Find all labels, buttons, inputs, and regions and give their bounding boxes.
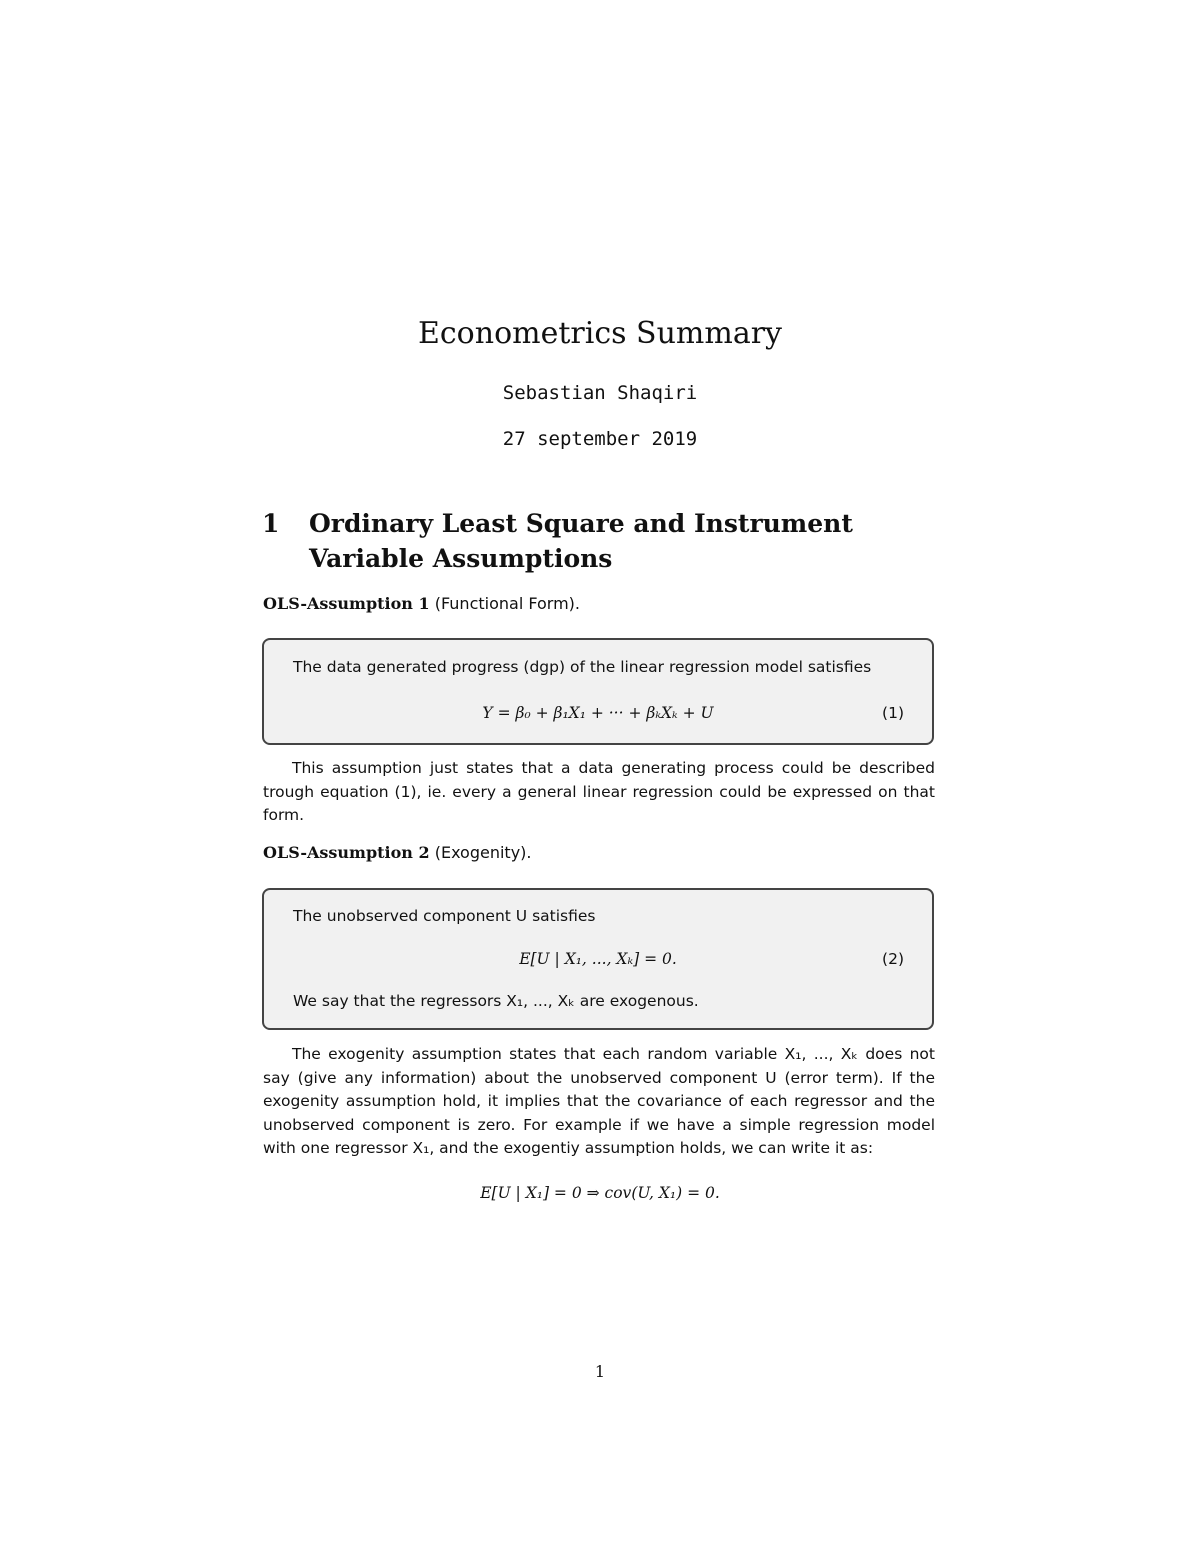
author-name: Sebastian Shaqiri [502,382,698,404]
assumption-1-heading [263,594,943,613]
document-date: 27 september 2019 [502,428,698,450]
assumption-1-paragraph-text: This assumption just states that a data generating process could be described trough equation (1), ie. every a general linear regression could be expressed on that form. [263,759,935,824]
document-title: Econometrics Summary [417,316,782,351]
assumption-1-box [262,638,934,745]
assumption-2-box-footer: We say that the regressors X₁, ..., Xₖ are exogenous. [293,992,699,1010]
section-title: Ordinary Least Square and Instrument Variable Assumptions [309,509,853,573]
page-number: 1 [594,1362,606,1381]
assumption-2-box-text: The unobserved component U satisfies [293,907,596,925]
assumption-2-heading [263,843,943,862]
assumption-2-paragraph [263,1043,935,1161]
section-number: 1 [262,509,280,538]
assumption-2-label: OLS-Assumption 2 [263,843,430,862]
assumption-1-box-text: The data generated progress (dgp) of the linear regression model satisfies [293,658,872,676]
assumption-2-box [262,888,934,1030]
equation-2-number: (2) [882,950,904,968]
final-equation: E[U | X₁] = 0 ⇒ cov(U, X₁) = 0. [480,1184,720,1202]
assumption-2-paragraph-text: The exogenity assumption states that each random variable X₁, ..., Xₖ does not say (give any information) about the unobserved component U (error term). If the exogenity assumption hold, it implies that the covariance of each regressor and the unobserved component is zero. For example if we have a simple regression model with one regressor X₁, and the exogentiy assumption holds, we can write it as: [263,1045,935,1157]
assumption-1-label: OLS-Assumption 1 [263,594,430,613]
assumption-1-name: (Functional Form). [434,594,580,613]
equation-1: Y = β₀ + β₁X₁ + ··· + βₖXₖ + U [482,704,714,722]
assumption-2-name: (Exogenity). [434,843,532,862]
assumption-1-paragraph [263,757,935,828]
equation-2: E[U | X₁, ..., Xₖ] = 0. [519,950,677,968]
equation-1-number: (1) [882,704,904,722]
